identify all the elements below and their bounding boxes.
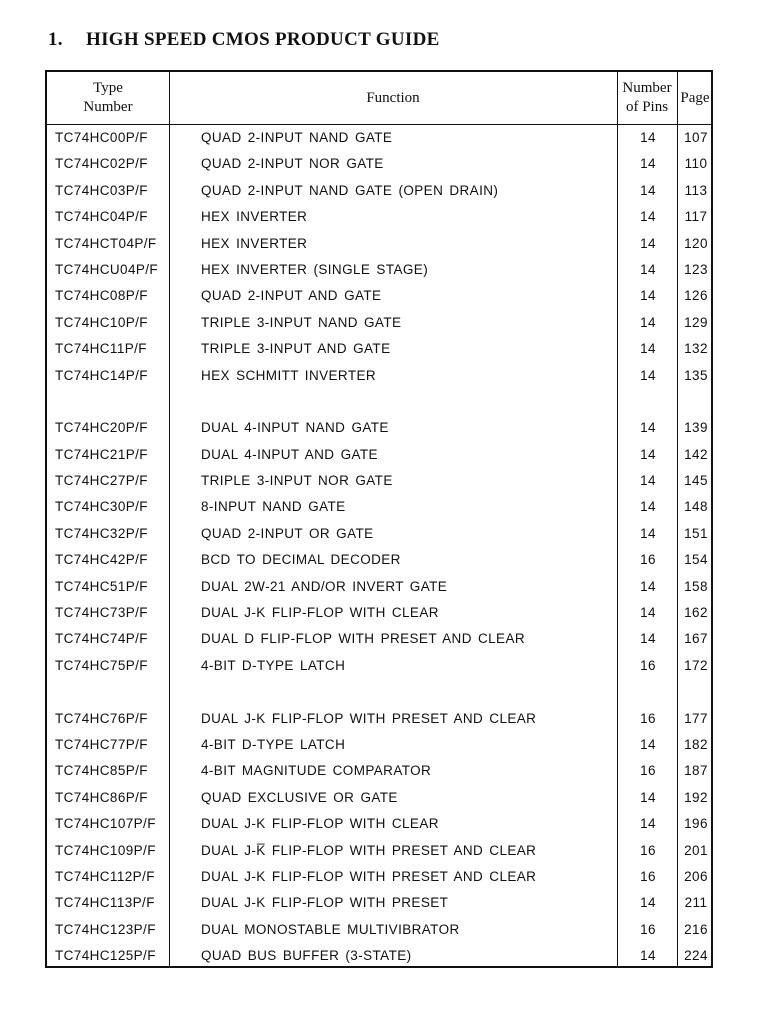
function-cell: DUAL J-K FLIP-FLOP WITH PRESET xyxy=(201,895,449,911)
table-row xyxy=(47,786,711,812)
section-number: 1. xyxy=(48,29,63,50)
table-body xyxy=(47,126,711,971)
pins-cell: 16 xyxy=(640,921,656,937)
type-number-cell: TC74HC32P/F xyxy=(55,525,148,541)
type-number-cell: TC74HC109P/F xyxy=(55,842,156,858)
type-number-cell: TC74HC08P/F xyxy=(55,288,148,304)
page-cell: 182 xyxy=(684,736,708,752)
type-number-cell: TC74HC42P/F xyxy=(55,552,148,568)
table-row xyxy=(47,654,711,680)
page-cell: 132 xyxy=(684,341,708,357)
pins-cell: 14 xyxy=(640,631,656,647)
page-cell: 107 xyxy=(684,130,708,145)
table-row xyxy=(47,601,711,627)
pins-cell: 14 xyxy=(640,525,656,541)
page-cell: 117 xyxy=(684,209,708,225)
function-cell: 4-BIT MAGNITUDE COMPARATOR xyxy=(201,763,432,779)
table-row xyxy=(47,865,711,891)
type-number-cell: TC74HC123P/F xyxy=(55,921,156,937)
type-number-cell: TC74HC14P/F xyxy=(55,367,148,383)
header-divider xyxy=(47,124,711,125)
page-cell: 172 xyxy=(684,657,708,673)
table-row xyxy=(47,759,711,785)
table-row xyxy=(47,469,711,495)
function-cell: HEX INVERTER xyxy=(201,235,308,251)
type-number-cell: TC74HC51P/F xyxy=(55,578,148,594)
type-number-cell: TC74HC04P/F xyxy=(55,209,148,225)
table-row xyxy=(47,152,711,178)
table-row xyxy=(47,126,711,152)
page-cell: 145 xyxy=(684,473,708,489)
page-cell: 187 xyxy=(684,763,708,779)
type-number-cell: TC74HC20P/F xyxy=(55,420,148,436)
table-row xyxy=(47,733,711,759)
function-cell: DUAL 4-INPUT AND GATE xyxy=(201,446,378,462)
pins-cell: 14 xyxy=(640,578,656,594)
type-number-cell: TC74HCT04P/F xyxy=(55,235,157,251)
page-cell: 129 xyxy=(684,314,708,330)
table-row xyxy=(47,839,711,865)
type-number-cell: TC74HC73P/F xyxy=(55,605,148,621)
table-row xyxy=(47,812,711,838)
page-cell: 126 xyxy=(684,288,708,304)
function-cell: DUAL J-K FLIP-FLOP WITH CLEAR xyxy=(201,816,439,832)
type-number-cell: TC74HC02P/F xyxy=(55,156,148,172)
pins-cell: 14 xyxy=(640,605,656,621)
type-number-cell: TC74HC107P/F xyxy=(55,816,156,832)
type-number-cell: TC74HC27P/F xyxy=(55,473,148,489)
function-cell: TRIPLE 3-INPUT AND GATE xyxy=(201,341,391,357)
pins-cell: 14 xyxy=(640,499,656,515)
table-row xyxy=(47,205,711,231)
table-row xyxy=(47,944,711,970)
page-cell: 151 xyxy=(684,525,708,541)
type-number-cell: TC74HC21P/F xyxy=(55,446,148,462)
table-row xyxy=(47,891,711,917)
table-row xyxy=(47,179,711,205)
page-cell: 206 xyxy=(684,868,708,884)
pins-cell: 14 xyxy=(640,367,656,383)
function-cell: BCD TO DECIMAL DECODER xyxy=(201,552,401,568)
pins-cell: 14 xyxy=(640,182,656,198)
table-row xyxy=(47,707,711,733)
page-cell: 158 xyxy=(684,578,708,594)
page-cell: 148 xyxy=(684,499,708,515)
type-number-cell: TC74HC77P/F xyxy=(55,736,148,752)
page-cell: 120 xyxy=(684,235,708,251)
type-number-cell: TC74HC85P/F xyxy=(55,763,148,779)
pins-cell: 16 xyxy=(640,710,656,726)
page-cell: 135 xyxy=(684,367,708,383)
function-cell: DUAL J-K FLIP-FLOP WITH PRESET AND CLEAR xyxy=(201,710,537,726)
pins-cell: 16 xyxy=(640,763,656,779)
table-row xyxy=(47,337,711,363)
page-cell: 216 xyxy=(684,921,708,937)
page-cell: 110 xyxy=(684,156,708,172)
pins-cell: 14 xyxy=(640,156,656,172)
table-row xyxy=(47,258,711,284)
type-number-cell: TC74HC11P/F xyxy=(55,341,147,357)
pins-cell: 14 xyxy=(640,736,656,752)
table-row xyxy=(47,443,711,469)
table-row xyxy=(47,364,711,390)
table-row xyxy=(47,311,711,337)
table-row xyxy=(47,495,711,521)
pins-cell: 16 xyxy=(640,868,656,884)
page-cell: 113 xyxy=(684,182,708,198)
pins-cell: 14 xyxy=(640,209,656,225)
pins-cell: 14 xyxy=(640,948,656,964)
header-number-of-pins: Number of Pins xyxy=(622,80,672,115)
function-cell: TRIPLE 3-INPUT NOR GATE xyxy=(201,473,393,489)
function-cell: DUAL J-K FLIP-FLOP WITH PRESET AND CLEAR xyxy=(201,868,537,884)
type-number-cell: TC74HC113P/F xyxy=(55,895,155,911)
function-cell: HEX INVERTER xyxy=(201,209,308,225)
table-row xyxy=(47,284,711,310)
type-number-cell: TC74HC125P/F xyxy=(55,948,156,964)
function-cell: DUAL MONOSTABLE MULTIVIBRATOR xyxy=(201,921,460,937)
page-cell: 139 xyxy=(684,420,708,436)
type-number-cell: TC74HC112P/F xyxy=(55,868,155,884)
type-number-cell: TC74HC86P/F xyxy=(55,789,148,805)
product-guide-table xyxy=(45,70,713,968)
pins-cell: 14 xyxy=(640,789,656,805)
table-row xyxy=(47,522,711,548)
type-number-cell: TC74HC75P/F xyxy=(55,657,148,673)
function-cell: 8-INPUT NAND GATE xyxy=(201,499,346,515)
pins-cell: 14 xyxy=(640,130,656,145)
table-row xyxy=(47,627,711,653)
page-cell: 162 xyxy=(684,605,708,621)
function-cell: QUAD 2-INPUT OR GATE xyxy=(201,525,374,541)
table-row xyxy=(47,918,711,944)
pins-cell: 14 xyxy=(640,341,656,357)
table-row xyxy=(47,416,711,442)
function-cell: HEX INVERTER (SINGLE STAGE) xyxy=(201,261,429,277)
page-cell: 224 xyxy=(684,948,708,964)
header-type-number: Type Number xyxy=(83,80,133,115)
function-cell: QUAD 2-INPUT NAND GATE (OPEN DRAIN) xyxy=(201,182,499,198)
function-cell: 4-BIT D-TYPE LATCH xyxy=(201,736,346,752)
function-cell: QUAD EXCLUSIVE OR GATE xyxy=(201,789,398,805)
page-cell: 177 xyxy=(684,710,708,726)
table-row xyxy=(47,232,711,258)
function-cell: QUAD BUS BUFFER (3-STATE) xyxy=(201,948,412,964)
function-cell: QUAD 2-INPUT NOR GATE xyxy=(201,156,384,172)
pins-cell: 16 xyxy=(640,842,656,858)
header-page: Page xyxy=(680,89,710,106)
pins-cell: 14 xyxy=(640,261,656,277)
page-cell: 211 xyxy=(684,895,708,911)
page-cell: 154 xyxy=(684,552,708,568)
page-cell: 192 xyxy=(684,789,708,805)
table-row xyxy=(47,575,711,601)
pins-cell: 14 xyxy=(640,420,656,436)
pins-cell: 14 xyxy=(640,473,656,489)
page-heading xyxy=(48,29,440,51)
pins-cell: 14 xyxy=(640,288,656,304)
function-cell: DUAL J-K FLIP-FLOP WITH CLEAR xyxy=(201,605,439,621)
type-number-cell: TC74HC10P/F xyxy=(55,314,148,330)
function-cell: DUAL 4-INPUT NAND GATE xyxy=(201,420,389,436)
page-cell: 167 xyxy=(684,631,708,647)
type-number-cell: TC74HC30P/F xyxy=(55,499,148,515)
pins-cell: 14 xyxy=(640,816,656,832)
type-number-cell: TC74HCU04P/F xyxy=(55,261,159,277)
function-cell: DUAL J-K̅ FLIP-FLOP WITH PRESET AND CLEAR xyxy=(201,842,537,858)
pins-cell: 14 xyxy=(640,895,656,911)
page-cell: 142 xyxy=(684,446,708,462)
function-cell: DUAL D FLIP-FLOP WITH PRESET AND CLEAR xyxy=(201,631,526,647)
pins-cell: 16 xyxy=(640,657,656,673)
header-function: Function xyxy=(366,89,420,106)
table-row xyxy=(47,548,711,574)
function-cell: 4-BIT D-TYPE LATCH xyxy=(201,657,346,673)
pins-cell: 14 xyxy=(640,314,656,330)
page-cell: 196 xyxy=(684,816,708,832)
pins-cell: 16 xyxy=(640,552,656,568)
function-cell: QUAD 2-INPUT AND GATE xyxy=(201,288,382,304)
pins-cell: 14 xyxy=(640,235,656,251)
type-number-cell: TC74HC03P/F xyxy=(55,182,148,198)
type-number-cell: TC74HC74P/F xyxy=(55,631,148,647)
function-cell: QUAD 2-INPUT NAND GATE xyxy=(201,130,393,145)
page-cell: 201 xyxy=(684,842,708,858)
page-cell: 123 xyxy=(684,261,708,277)
type-number-cell: TC74HC76P/F xyxy=(55,710,148,726)
function-cell: TRIPLE 3-INPUT NAND GATE xyxy=(201,314,402,330)
pins-cell: 14 xyxy=(640,446,656,462)
function-cell: DUAL 2W-21 AND/OR INVERT GATE xyxy=(201,578,448,594)
function-cell: HEX SCHMITT INVERTER xyxy=(201,367,377,383)
section-title: HIGH SPEED CMOS PRODUCT GUIDE xyxy=(86,29,440,50)
type-number-cell: TC74HC00P/F xyxy=(55,130,148,145)
